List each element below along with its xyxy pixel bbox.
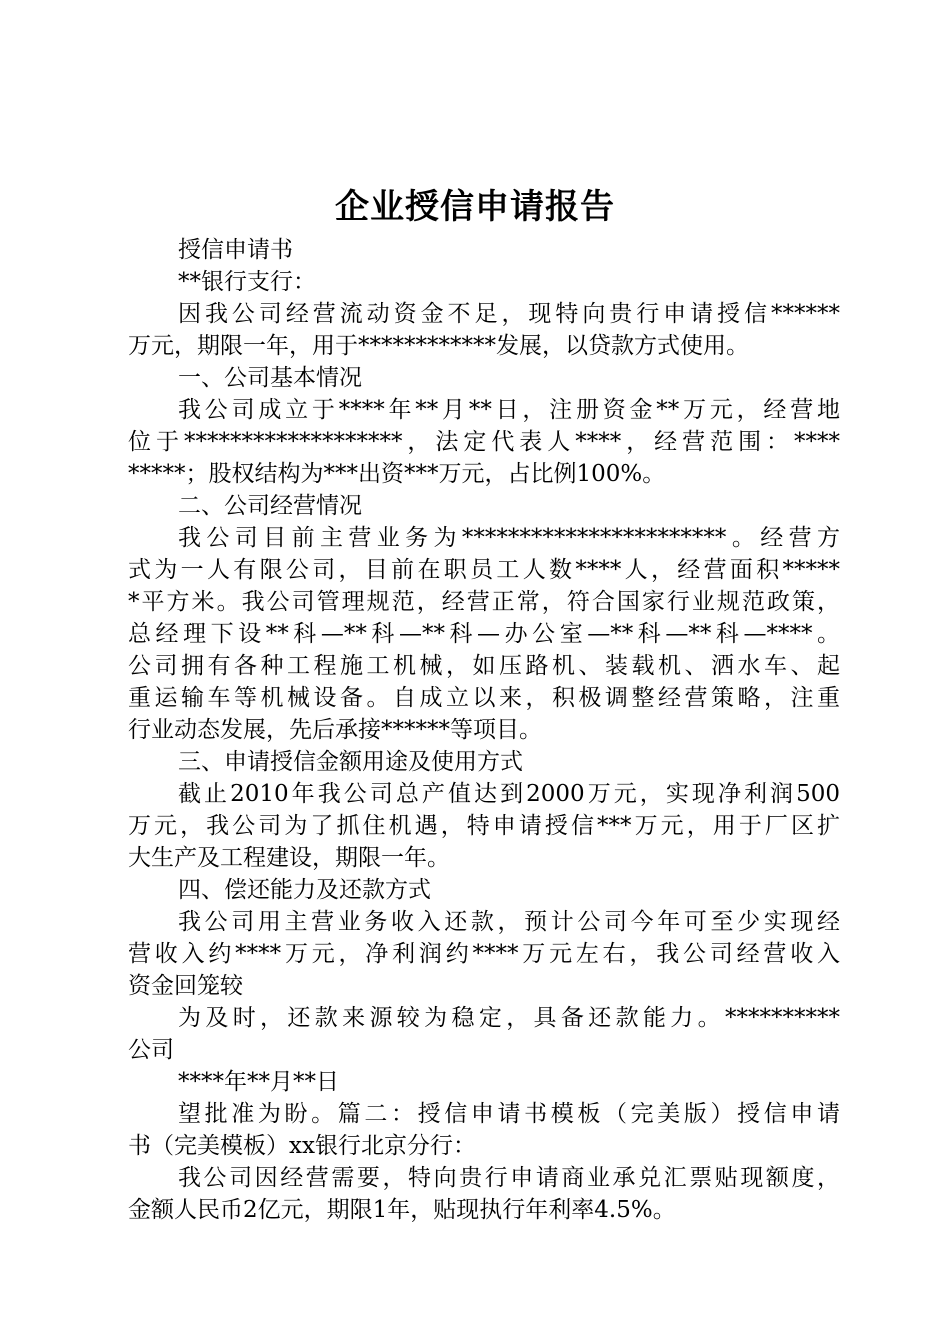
- text-line: 二、公司经营情况: [178, 493, 362, 519]
- text-line: 我公司目前主营业务为***********************。经营方: [178, 525, 840, 551]
- text-line: **银行支行：: [178, 269, 316, 295]
- text-line: 因我公司经营流动资金不足，现特向贵行申请授信******: [178, 301, 840, 327]
- text-line: 式为一人有限公司，目前在职员工人数****人，经营面积*****: [128, 557, 840, 583]
- text-line: 四、偿还能力及还款方式: [178, 877, 431, 903]
- text-line: ****年**月**日: [178, 1069, 339, 1095]
- text-line: 我公司因经营需要，特向贵行申请商业承兑汇票贴现额度，: [178, 1165, 840, 1191]
- text-line: 公司拥有各种工程施工机械，如压路机、装载机、洒水车、起: [128, 653, 840, 679]
- text-line: 望批准为盼。篇二：授信申请书模板（完美版）授信申请: [178, 1101, 840, 1127]
- text-line: 万元，我公司为了抓住机遇，特申请授信***万元，用于厂区扩: [128, 813, 840, 839]
- text-line: 我公司成立于****年**月**日，注册资金**万元，经营地: [178, 397, 840, 423]
- document-body: [128, 234, 840, 1226]
- text-line: 授信申请书: [178, 237, 293, 263]
- text-line: 截止2010年我公司总产值达到2000万元，实现净利润500: [178, 781, 840, 807]
- text-line: 三、申请授信金额用途及使用方式: [178, 749, 523, 775]
- text-line: 总经理下设**科—**科—**科—办公室—**科—**科—****。: [128, 621, 840, 647]
- text-line: 公司: [128, 1037, 174, 1063]
- text-line: 一、公司基本情况: [178, 365, 362, 391]
- document-title: 企业授信申请报告: [335, 187, 615, 227]
- text-line: 位于*******************，法定代表人****，经营范围：****: [128, 429, 840, 455]
- text-line: 我公司用主营业务收入还款，预计公司今年可至少实现经: [178, 909, 840, 935]
- text-line: 大生产及工程建设，期限一年。: [128, 845, 450, 871]
- text-line: 营收入约****万元，净利润约****万元左右，我公司经营收入: [128, 941, 840, 967]
- text-line: 书（完美模板）xx银行北京分行：: [128, 1133, 476, 1159]
- text-line: 资金回笼较: [128, 973, 243, 999]
- text-line: 行业动态发展，先后承接******等项目。: [128, 717, 542, 743]
- text-line: 重运输车等机械设备。自成立以来，积极调整经营策略，注重: [128, 685, 840, 711]
- text-line: *****；股权结构为***出资***万元，占比例100%。: [128, 461, 666, 487]
- text-line: 金额人民币2亿元，期限1年，贴现执行年利率4.5%。: [128, 1197, 676, 1223]
- text-line: *平方米。我公司管理规范，经营正常，符合国家行业规范政策，: [128, 589, 840, 615]
- text-line: 万元，期限一年，用于************发展，以贷款方式使用。: [128, 333, 749, 359]
- text-line: 为及时，还款来源较为稳定，具备还款能力。**********: [178, 1005, 840, 1031]
